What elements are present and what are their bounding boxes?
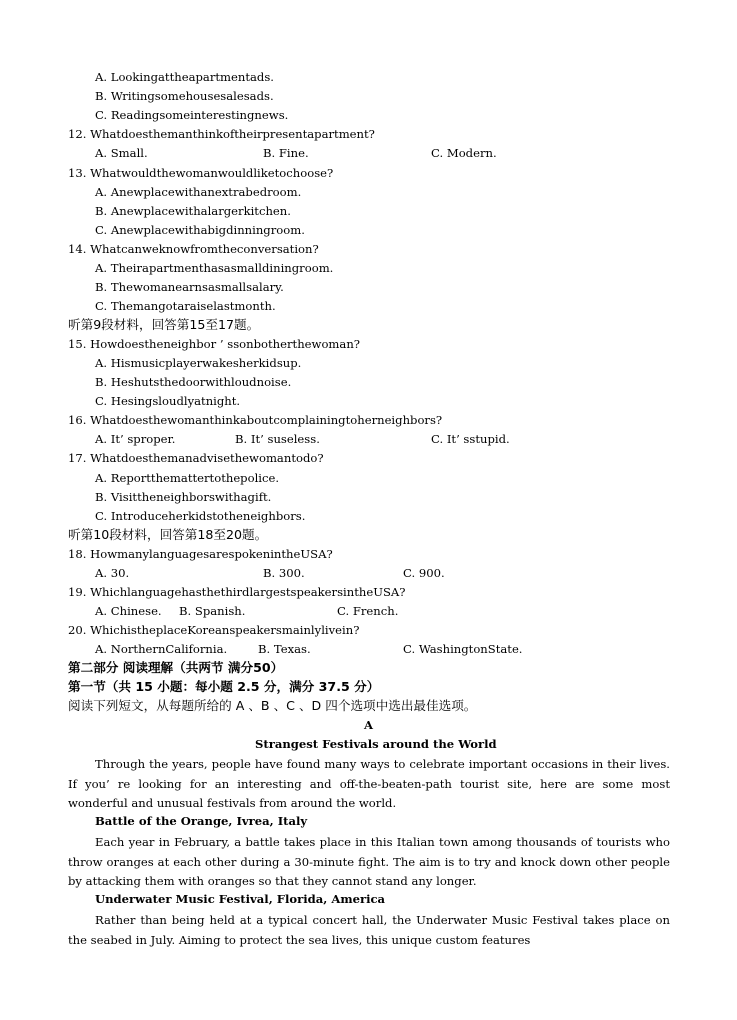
q15-option-a: A. Hismusicplayerwakesherkidsup. (95, 356, 302, 370)
q16-option-a: A. It’ sproper. (95, 432, 176, 446)
passage-intro: Through the years, people have found many ways to celebrate important occasions in their lives. If you’ re looking for an interesting and off-the-beaten-path tourist site, here are some most wonderful and unusual festivals from around the world. (68, 757, 670, 811)
festival-1-text: Each year in February, a battle takes place in this Italian town among thousands of tourists who throw oranges at each other during a 30-minute fight. The aim is to try and knock down other people by attacking them with oranges so that they cannot stand any longer. (68, 835, 670, 889)
festival-2-heading: Underwater Music Festival, Florida, America (95, 892, 386, 906)
q15-option-b: B. Heshutsthedoorwithloudnoise. (95, 375, 292, 389)
passage-letter: A (364, 718, 373, 732)
q18-option-a: A. 30. (95, 566, 130, 580)
q14-question: 14. Whatcanweknowfromtheconversation? (68, 242, 319, 256)
reading-instruction: 阅读下列短文，从每题所给的 A 、B 、C 、D 四个选项中选出最佳选项。 (68, 698, 477, 713)
q11-option-c: C. Readingsomeinterestingnews. (95, 108, 289, 122)
q12-option-a: A. Small. (95, 146, 148, 160)
q14-option-a: A. Theirapartmenthasasmalldiningroom. (95, 261, 334, 275)
q16-option-b: B. It’ suseless. (235, 432, 320, 446)
q11-option-b: B. Writingsomehousesalesads. (95, 89, 274, 103)
q19-question: 19. WhichlanguagehasthethirdlargestspeakersintheUSA? (68, 585, 406, 599)
section-one-title: 第一节（共 15 小题：每小题 2.5 分，满分 37.5 分） (68, 679, 380, 694)
q15-question: 15. Howdoestheneighbor ’ ssonbotherthewoman? (68, 337, 361, 351)
q13-question: 13. Whatwouldthewomanwouldliketochoose? (68, 166, 334, 180)
q20-option-c: C. WashingtonState. (403, 642, 523, 656)
q20-option-a: A. NorthernCalifornia. (95, 642, 228, 656)
q19-option-b: B. Spanish. (179, 604, 246, 618)
q11-option-a: A. Lookingattheapartmentads. (95, 70, 274, 84)
passage-title: Strangest Festivals around the World (255, 737, 497, 751)
q13-option-b: B. Anewplacewithalargerkitchen. (95, 204, 291, 218)
festival-1-heading: Battle of the Orange, Ivrea, Italy (95, 814, 308, 828)
q15-option-c: C. Hesingsloudlyatnight. (95, 394, 241, 408)
festival-2-text: Rather than being held at a typical concert hall, the Underwater Music Festival takes place on the seabed in July. Aiming to protect the sea lives, this unique custom features (68, 913, 670, 947)
q12-option-b: B. Fine. (263, 146, 309, 160)
q17-option-c: C. Introduceherkidstotheneighbors. (95, 509, 306, 523)
section-10-instruction: 听第10段材料，回答第18至20题。 (68, 527, 268, 542)
q20-option-b: B. Texas. (258, 642, 311, 656)
q12-question: 12. Whatdoesthemanthinkoftheirpresentapartment? (68, 127, 375, 141)
q14-option-c: C. Themangotaraiselastmonth. (95, 299, 276, 313)
q18-option-b: B. 300. (263, 566, 305, 580)
q19-option-c: C. French. (337, 604, 399, 618)
q13-option-c: C. Anewplacewithabigdinningroom. (95, 223, 305, 237)
q17-option-a: A. Reportthemattertothepolice. (95, 471, 280, 485)
q16-question: 16. Whatdoesthewomanthinkaboutcomplainingtoherneighbors? (68, 413, 443, 427)
q16-option-c: C. It’ sstupid. (431, 432, 510, 446)
q18-question: 18. HowmanylanguagesarespokenintheUSA? (68, 547, 333, 561)
q14-option-b: B. Thewomanearnsasmallsalary. (95, 280, 284, 294)
section-9-instruction: 听第9段材料，回答第15至17题。 (68, 317, 260, 332)
q19-option-a: A. Chinese. (95, 604, 162, 618)
q17-question: 17. Whatdoesthemanadvisethewomantodo? (68, 451, 324, 465)
part-two-title: 第二部分 阅读理解（共两节 满分50） (68, 660, 284, 675)
q18-option-c: C. 900. (403, 566, 445, 580)
q17-option-b: B. Visittheneighborswithagift. (95, 490, 272, 504)
q12-option-c: C. Modern. (431, 146, 497, 160)
q20-question: 20. WhichistheplaceKoreanspeakersmainlylivein? (68, 623, 360, 637)
q13-option-a: A. Anewplacewithanextrabedroom. (95, 185, 302, 199)
